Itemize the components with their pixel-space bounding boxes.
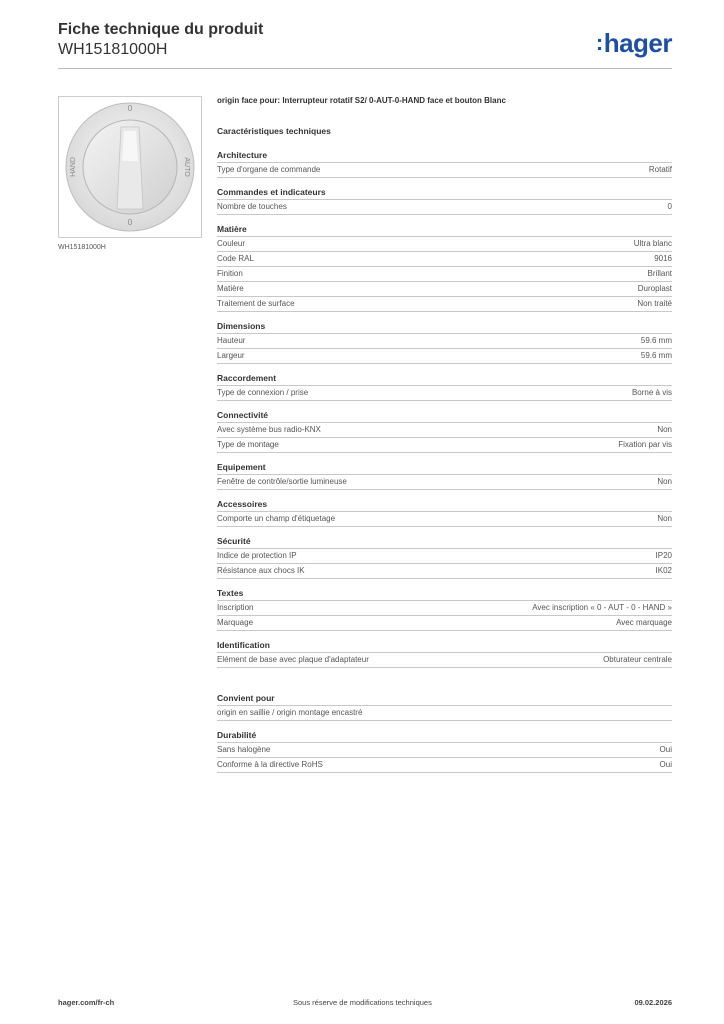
spec-label: Marquage: [217, 618, 254, 627]
spec-row: [217, 237, 672, 252]
spec-row: [217, 706, 672, 721]
spec-value: IP20: [655, 551, 672, 560]
spec-content: [217, 96, 672, 782]
spec-label: Comporte un champ d'étiquetage: [217, 514, 336, 523]
dial-label-top: 0: [127, 104, 133, 113]
spec-section: [217, 321, 672, 364]
spec-section: [217, 373, 672, 401]
spec-section: [217, 150, 672, 178]
header-divider: [58, 68, 672, 69]
footer-disclaimer: Sous réserve de modifications techniques: [293, 998, 432, 1007]
spec-label: Hauteur: [217, 336, 246, 345]
hager-logo[interactable]: :hager: [595, 28, 672, 58]
spec-section: [217, 462, 672, 490]
spec-row: [217, 349, 672, 364]
spec-value: Brillant: [647, 269, 672, 278]
spec-value: IK02: [655, 566, 672, 575]
section-title: Sécurité: [217, 536, 672, 549]
dial-label-bottom: 0: [127, 218, 133, 227]
dial-label-left: HAND: [70, 157, 77, 177]
spec-value: Fixation par vis: [618, 440, 672, 449]
spec-value: Ultra blanc: [633, 239, 672, 248]
spec-value: 59.6 mm: [640, 351, 672, 360]
spec-label: Code RAL: [217, 254, 254, 263]
spec-row: [217, 743, 672, 758]
spec-section: [217, 693, 672, 721]
section-title: Durabilité: [217, 730, 672, 743]
spec-label: Type de connexion / prise: [217, 388, 309, 397]
header: [58, 20, 263, 60]
spec-value: Borne à vis: [631, 388, 672, 397]
spec-section: [217, 730, 672, 773]
spec-row: [217, 334, 672, 349]
product-reference: WH15181000H: [58, 41, 168, 58]
spec-value: 59.6 mm: [640, 336, 672, 345]
spec-row: [217, 549, 672, 564]
section-title: Commandes et indicateurs: [217, 187, 672, 200]
spec-value: Non: [657, 425, 672, 434]
spec-row: [217, 438, 672, 453]
spec-label: Traitement de surface: [217, 299, 295, 308]
spec-row: [217, 267, 672, 282]
spec-label: Indice de protection IP: [217, 551, 297, 560]
section-title: Dimensions: [217, 321, 672, 334]
spec-row: [217, 512, 672, 527]
footer-date: 09.02.2026: [634, 998, 672, 1007]
spec-label: Inscription: [217, 603, 254, 612]
image-caption: WH15181000H: [58, 244, 106, 251]
spec-row: [217, 653, 672, 668]
spec-row: [217, 297, 672, 312]
spec-row: [217, 616, 672, 631]
spec-label: Finition: [217, 269, 243, 278]
spec-value: Rotatif: [648, 165, 672, 174]
product-description: origin face pour: Interrupteur rotatif S2/ 0-AUT-0-HAND face et bouton Blanc: [217, 96, 506, 105]
section-title: Convient pour: [217, 693, 672, 706]
tech-heading: Caractéristiques techniques: [217, 126, 331, 136]
spec-value: Avec marquage: [616, 618, 672, 627]
spec-row: [217, 564, 672, 579]
spec-value: Oui: [659, 760, 672, 769]
product-image: [58, 96, 202, 238]
spec-sections: [217, 150, 672, 668]
spec-value: Oui: [659, 745, 672, 754]
spec-row: [217, 601, 672, 616]
spec-label: origin en saillie / origin montage encastré: [217, 708, 363, 717]
rotary-switch-icon: [59, 97, 201, 237]
extra-spec-sections: [217, 693, 672, 773]
spec-label: Largeur: [217, 351, 245, 360]
spec-label: Sans halogène: [217, 745, 271, 754]
spec-value: Non: [657, 477, 672, 486]
spec-section: [217, 536, 672, 579]
spec-row: [217, 423, 672, 438]
spec-label: Matière: [217, 284, 244, 293]
spec-section: [217, 640, 672, 668]
spec-label: Avec système bus radio-KNX: [217, 425, 321, 434]
section-title: Architecture: [217, 150, 672, 163]
spec-section: [217, 224, 672, 312]
spec-section: [217, 187, 672, 215]
spec-row: [217, 386, 672, 401]
spec-label: Nombre de touches: [217, 202, 287, 211]
spec-label: Couleur: [217, 239, 246, 248]
section-title: Raccordement: [217, 373, 672, 386]
spec-row: [217, 252, 672, 267]
spec-value: Non traité: [637, 299, 672, 308]
section-title: Matière: [217, 224, 672, 237]
spec-value: 0: [667, 202, 672, 211]
spec-row: [217, 758, 672, 773]
section-title: Connectivité: [217, 410, 672, 423]
spec-row: [217, 163, 672, 178]
spec-value: Duroplast: [637, 284, 672, 293]
spec-row: [217, 200, 672, 215]
section-title: Equipement: [217, 462, 672, 475]
spec-value: 9016: [654, 254, 672, 263]
spec-section: [217, 588, 672, 631]
spec-row: [217, 282, 672, 297]
logo-dots-icon: :: [595, 30, 603, 55]
spec-label: Conforme à la directive RoHS: [217, 760, 323, 769]
spec-section: [217, 410, 672, 453]
dial-label-right: AUTO: [183, 157, 190, 177]
spec-value: Non: [657, 514, 672, 523]
spec-label: Type de montage: [217, 440, 279, 449]
section-title: Accessoires: [217, 499, 672, 512]
spec-value: Avec inscription « 0 - AUT - 0 - HAND »: [532, 603, 672, 612]
spec-label: Résistance aux chocs IK: [217, 566, 305, 575]
spec-value: Obturateur centrale: [603, 655, 672, 664]
page-title: Fiche technique du produit: [58, 21, 264, 38]
spec-label: Type d'organe de commande: [217, 165, 321, 174]
section-title: Textes: [217, 588, 672, 601]
footer-website-link[interactable]: hager.com/fr-ch: [58, 998, 115, 1007]
spec-section: [217, 499, 672, 527]
spec-label: Elément de base avec plaque d'adaptateur: [217, 655, 369, 664]
spec-label: Fenêtre de contrôle/sortie lumineuse: [217, 477, 347, 486]
section-title: Identification: [217, 640, 672, 653]
spec-row: [217, 475, 672, 490]
